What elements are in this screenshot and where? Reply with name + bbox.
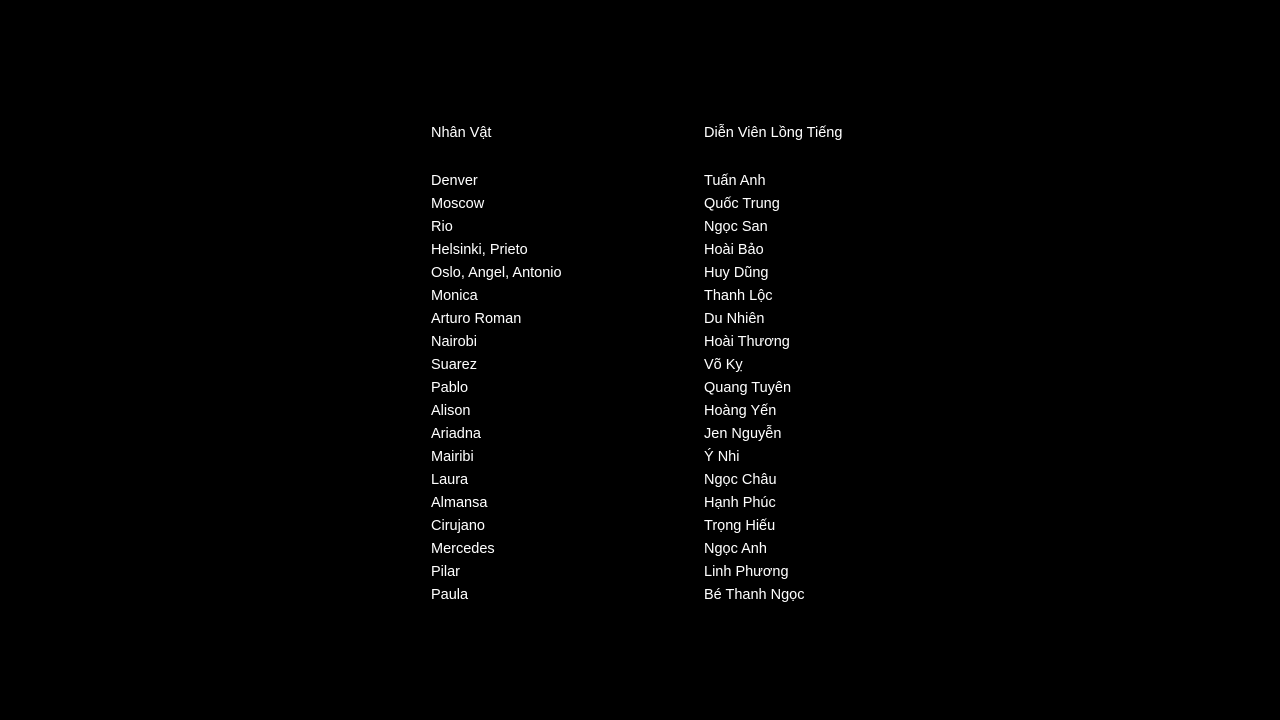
credits-table xyxy=(431,124,1024,607)
list-item: Võ Kỵ xyxy=(704,357,743,373)
characters-column xyxy=(431,124,704,607)
characters-column-header: Nhân Vật xyxy=(431,125,492,141)
list-item: Helsinki, Prieto xyxy=(431,242,528,258)
list-item: Moscow xyxy=(431,196,485,212)
list-item: Linh Phương xyxy=(704,564,789,580)
list-item: Cirujano xyxy=(431,518,485,534)
list-item: Monica xyxy=(431,288,478,304)
list-item: Suarez xyxy=(431,357,477,373)
list-item: Ý Nhi xyxy=(704,449,740,465)
list-item: Ngọc Anh xyxy=(704,541,767,557)
list-item: Pablo xyxy=(431,380,469,396)
list-item: Nairobi xyxy=(431,334,477,350)
list-item: Almansa xyxy=(431,495,488,511)
list-item: Laura xyxy=(431,472,469,488)
list-item: Mairibi xyxy=(431,449,474,465)
list-item: Ngọc Châu xyxy=(704,472,777,488)
list-item: Bé Thanh Ngọc xyxy=(704,587,805,603)
list-item: Mercedes xyxy=(431,541,495,557)
list-item: Tuấn Anh xyxy=(704,173,766,189)
list-item: Thanh Lộc xyxy=(704,288,773,304)
list-item: Huy Dũng xyxy=(704,265,769,281)
list-item: Paula xyxy=(431,587,469,603)
list-item: Hoài Thương xyxy=(704,334,790,350)
list-item: Jen Nguyễn xyxy=(704,426,782,442)
list-item: Pilar xyxy=(431,564,461,580)
list-item: Oslo, Angel, Antonio xyxy=(431,265,562,281)
list-item: Quốc Trung xyxy=(704,196,780,212)
list-item: Rio xyxy=(431,219,453,235)
list-item: Arturo Roman xyxy=(431,311,522,327)
list-item: Hoàng Yến xyxy=(704,403,777,419)
list-item: Ariadna xyxy=(431,426,481,442)
voice-actors-column xyxy=(704,124,1024,607)
voice-actors-column-header: Diễn Viên Lồng Tiếng xyxy=(704,125,843,141)
list-item: Du Nhiên xyxy=(704,311,765,327)
list-item: Hoài Bảo xyxy=(704,242,764,258)
list-item: Quang Tuyên xyxy=(704,380,792,396)
list-item: Denver xyxy=(431,173,478,189)
list-item: Hạnh Phúc xyxy=(704,495,776,511)
list-item: Trọng Hiếu xyxy=(704,518,776,534)
list-item: Alison xyxy=(431,403,471,419)
list-item: Ngọc San xyxy=(704,219,768,235)
